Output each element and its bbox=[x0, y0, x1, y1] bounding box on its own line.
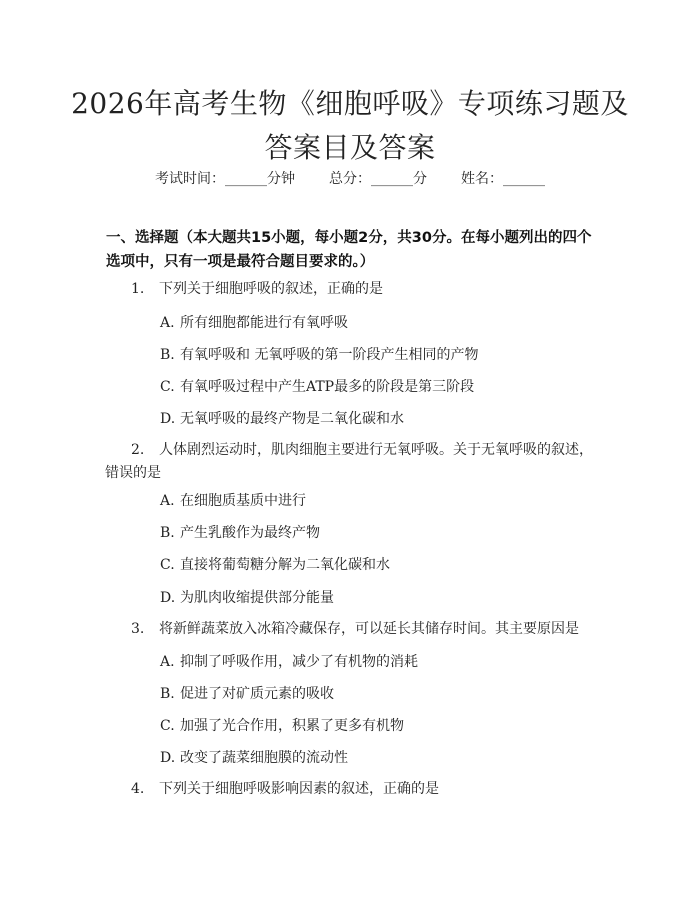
question-1 bbox=[105, 278, 601, 301]
option-letter: A. bbox=[160, 493, 175, 509]
option-letter: C. bbox=[160, 557, 175, 573]
option-text: 为肌肉收缩提供部分能量 bbox=[180, 590, 334, 606]
student-name-label: 姓名：______ bbox=[461, 171, 545, 187]
option-letter: B. bbox=[160, 525, 175, 541]
option-text: 有氧呼吸过程中产生ATP最多的阶段是第三阶段 bbox=[180, 379, 475, 395]
option-letter: B. bbox=[160, 686, 175, 702]
question-number: 1. bbox=[131, 281, 145, 297]
question-2-option-c bbox=[160, 555, 390, 575]
option-text: 在细胞质基质中进行 bbox=[180, 493, 306, 509]
question-2 bbox=[105, 439, 601, 485]
total-score-label: 总分：______分 bbox=[329, 171, 427, 187]
question-stem: 人体剧烈运动时，肌肉细胞主要进行无氧呼吸。关于无氧呼吸的叙述，错误的是 bbox=[105, 442, 593, 481]
question-2-option-b bbox=[160, 523, 320, 543]
option-letter: D. bbox=[160, 590, 176, 606]
option-text: 促进了对矿质元素的吸收 bbox=[180, 686, 334, 702]
question-1-option-d bbox=[160, 409, 404, 429]
option-letter: A. bbox=[160, 654, 175, 670]
question-number: 4. bbox=[131, 781, 145, 797]
document-title bbox=[0, 82, 700, 170]
option-letter: D. bbox=[160, 750, 176, 766]
option-text: 加强了光合作用，积累了更多有机物 bbox=[180, 718, 404, 734]
question-3-option-a bbox=[160, 652, 418, 672]
exam-meta bbox=[0, 168, 700, 188]
section-heading: 一、选择题（本大题共15小题，每小题2分，共30分。在每小题列出的四个选项中，只有一项是最符合题目要求的。） bbox=[106, 230, 592, 270]
question-stem: 下列关于细胞呼吸的叙述，正确的是 bbox=[159, 281, 383, 297]
question-stem: 将新鲜蔬菜放入冰箱冷藏保存，可以延长其储存时间。其主要原因是 bbox=[159, 621, 579, 637]
question-1-option-b bbox=[160, 345, 478, 365]
option-letter: C. bbox=[160, 379, 175, 395]
option-text: 产生乳酸作为最终产物 bbox=[180, 525, 320, 541]
option-text: 直接将葡萄糖分解为二氧化碳和水 bbox=[180, 557, 390, 573]
option-text: 无氧呼吸的最终产物是二氧化碳和水 bbox=[180, 411, 404, 427]
question-3-option-b bbox=[160, 684, 334, 704]
question-number: 2. bbox=[131, 442, 145, 458]
question-1-option-c bbox=[160, 377, 474, 397]
option-letter: A. bbox=[160, 315, 175, 331]
option-letter: B. bbox=[160, 347, 175, 363]
option-letter: C. bbox=[160, 718, 175, 734]
option-text: 有氧呼吸和 无氧呼吸的第一阶段产生相同的产物 bbox=[180, 347, 479, 363]
option-text: 所有细胞都能进行有氧呼吸 bbox=[180, 315, 348, 331]
question-3-option-d bbox=[160, 748, 348, 768]
exam-time-label: 考试时间：______分钟 bbox=[155, 171, 295, 187]
title-line-1: 2026年高考生物《细胞呼吸》专项练习题及 bbox=[71, 87, 629, 120]
title-line-2: 答案目及答案 bbox=[264, 131, 436, 164]
question-stem: 下列关于细胞呼吸影响因素的叙述，正确的是 bbox=[159, 781, 439, 797]
question-2-option-d bbox=[160, 588, 334, 608]
option-text: 抑制了呼吸作用，减少了有机物的消耗 bbox=[180, 654, 418, 670]
option-text: 改变了蔬菜细胞膜的流动性 bbox=[180, 750, 348, 766]
question-3 bbox=[105, 618, 601, 641]
option-letter: D. bbox=[160, 411, 176, 427]
question-number: 3. bbox=[131, 621, 145, 637]
question-4 bbox=[105, 778, 601, 801]
question-3-option-c bbox=[160, 716, 404, 736]
question-2-option-a bbox=[160, 491, 306, 511]
question-1-option-a bbox=[160, 313, 348, 333]
